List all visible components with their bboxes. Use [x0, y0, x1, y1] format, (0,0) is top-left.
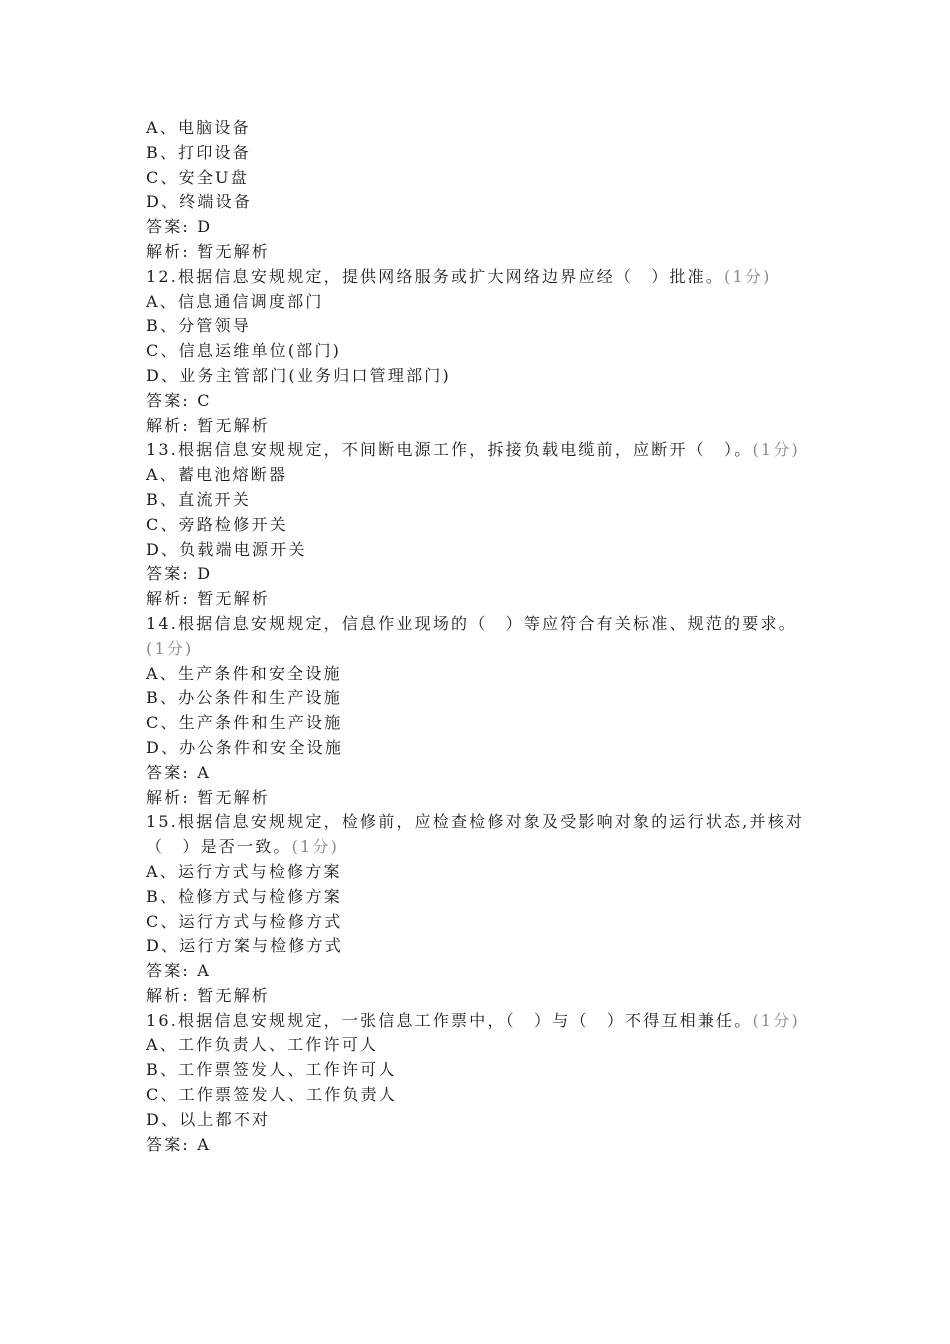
question-15-stem [146, 810, 810, 860]
option-d: D、办公条件和安全设施 [146, 737, 344, 757]
answer-line: 答案: A [146, 762, 212, 782]
analysis-line: 解析: 暂无解析 [146, 985, 271, 1005]
option-c: C、运行方式与检修方式 [146, 911, 343, 931]
option-d: D、业务主管部门(业务归口管理部门) [146, 365, 451, 385]
question-text: 13.根据信息安规规定，不间断电源工作，拆接负载电缆前，应断开（ ）。 [146, 440, 753, 460]
option-c: C、生产条件和生产设施 [146, 713, 343, 733]
option-a: A、生产条件和安全设施 [146, 663, 342, 683]
answer-line: 答案: D [146, 217, 213, 237]
option-c: C、旁路检修开关 [146, 514, 288, 534]
question-13-stem [146, 438, 810, 463]
option-b: B、直流开关 [146, 489, 251, 509]
option-c: C、工作票签发人、工作负责人 [146, 1085, 398, 1105]
option-b: B、检修方式与检修方案 [146, 886, 342, 906]
question-score: (1分) [752, 1010, 800, 1030]
answer-line: 答案: C [146, 390, 212, 410]
answer-line: 答案: D [146, 564, 213, 584]
question-score: (1分) [291, 837, 340, 857]
answer-line: 答案: A [146, 1134, 212, 1154]
analysis-line: 解析: 暂无解析 [146, 787, 271, 807]
question-16-stem [146, 1009, 810, 1034]
analysis-line: 解析: 暂无解析 [146, 241, 271, 261]
option-b: B、办公条件和生产设施 [146, 688, 342, 708]
option-b: B、打印设备 [146, 142, 251, 162]
option-a: A、电脑设备 [146, 118, 251, 137]
question-score: (1分) [146, 638, 194, 658]
question-score: (1分) [724, 266, 772, 286]
option-a: A、运行方式与检修方案 [146, 861, 342, 881]
option-d: D、以上都不对 [146, 1109, 271, 1129]
document-page [146, 116, 810, 1157]
option-d: D、运行方案与检修方式 [146, 936, 344, 956]
option-d: D、终端设备 [146, 192, 253, 212]
option-c: C、信息运维单位(部门) [146, 341, 342, 361]
analysis-line: 解析: 暂无解析 [146, 415, 271, 435]
option-a: A、蓄电池熔断器 [146, 465, 288, 485]
analysis-line: 解析: 暂无解析 [146, 589, 271, 609]
question-text: 16.根据信息安规规定，一张信息工作票中，（ ）与（ ）不得互相兼任。 [146, 1010, 753, 1030]
option-b: B、分管领导 [146, 316, 251, 336]
option-b: B、工作票签发人、工作许可人 [146, 1060, 397, 1080]
option-c: C、安全U盘 [146, 167, 249, 187]
question-text: 12.根据信息安规规定，提供网络服务或扩大网络边界应经（ ）批准。 [146, 266, 725, 286]
option-d: D、负载端电源开关 [146, 539, 307, 559]
question-12-stem [146, 265, 810, 290]
option-a: A、信息通信调度部门 [146, 291, 324, 311]
question-14-stem [146, 612, 810, 662]
option-a: A、工作负责人、工作许可人 [146, 1035, 379, 1055]
question-score: (1分) [752, 440, 800, 460]
answer-line: 答案: A [146, 961, 212, 981]
question-text: 15.根据信息安规规定，检修前，应检查检修对象及受影响对象的运行状态,并核对（ ）是否一致。 [146, 812, 805, 857]
question-text: 14.根据信息安规规定，信息作业现场的（ ）等应符合有关标准、规范的要求。 [146, 613, 797, 633]
